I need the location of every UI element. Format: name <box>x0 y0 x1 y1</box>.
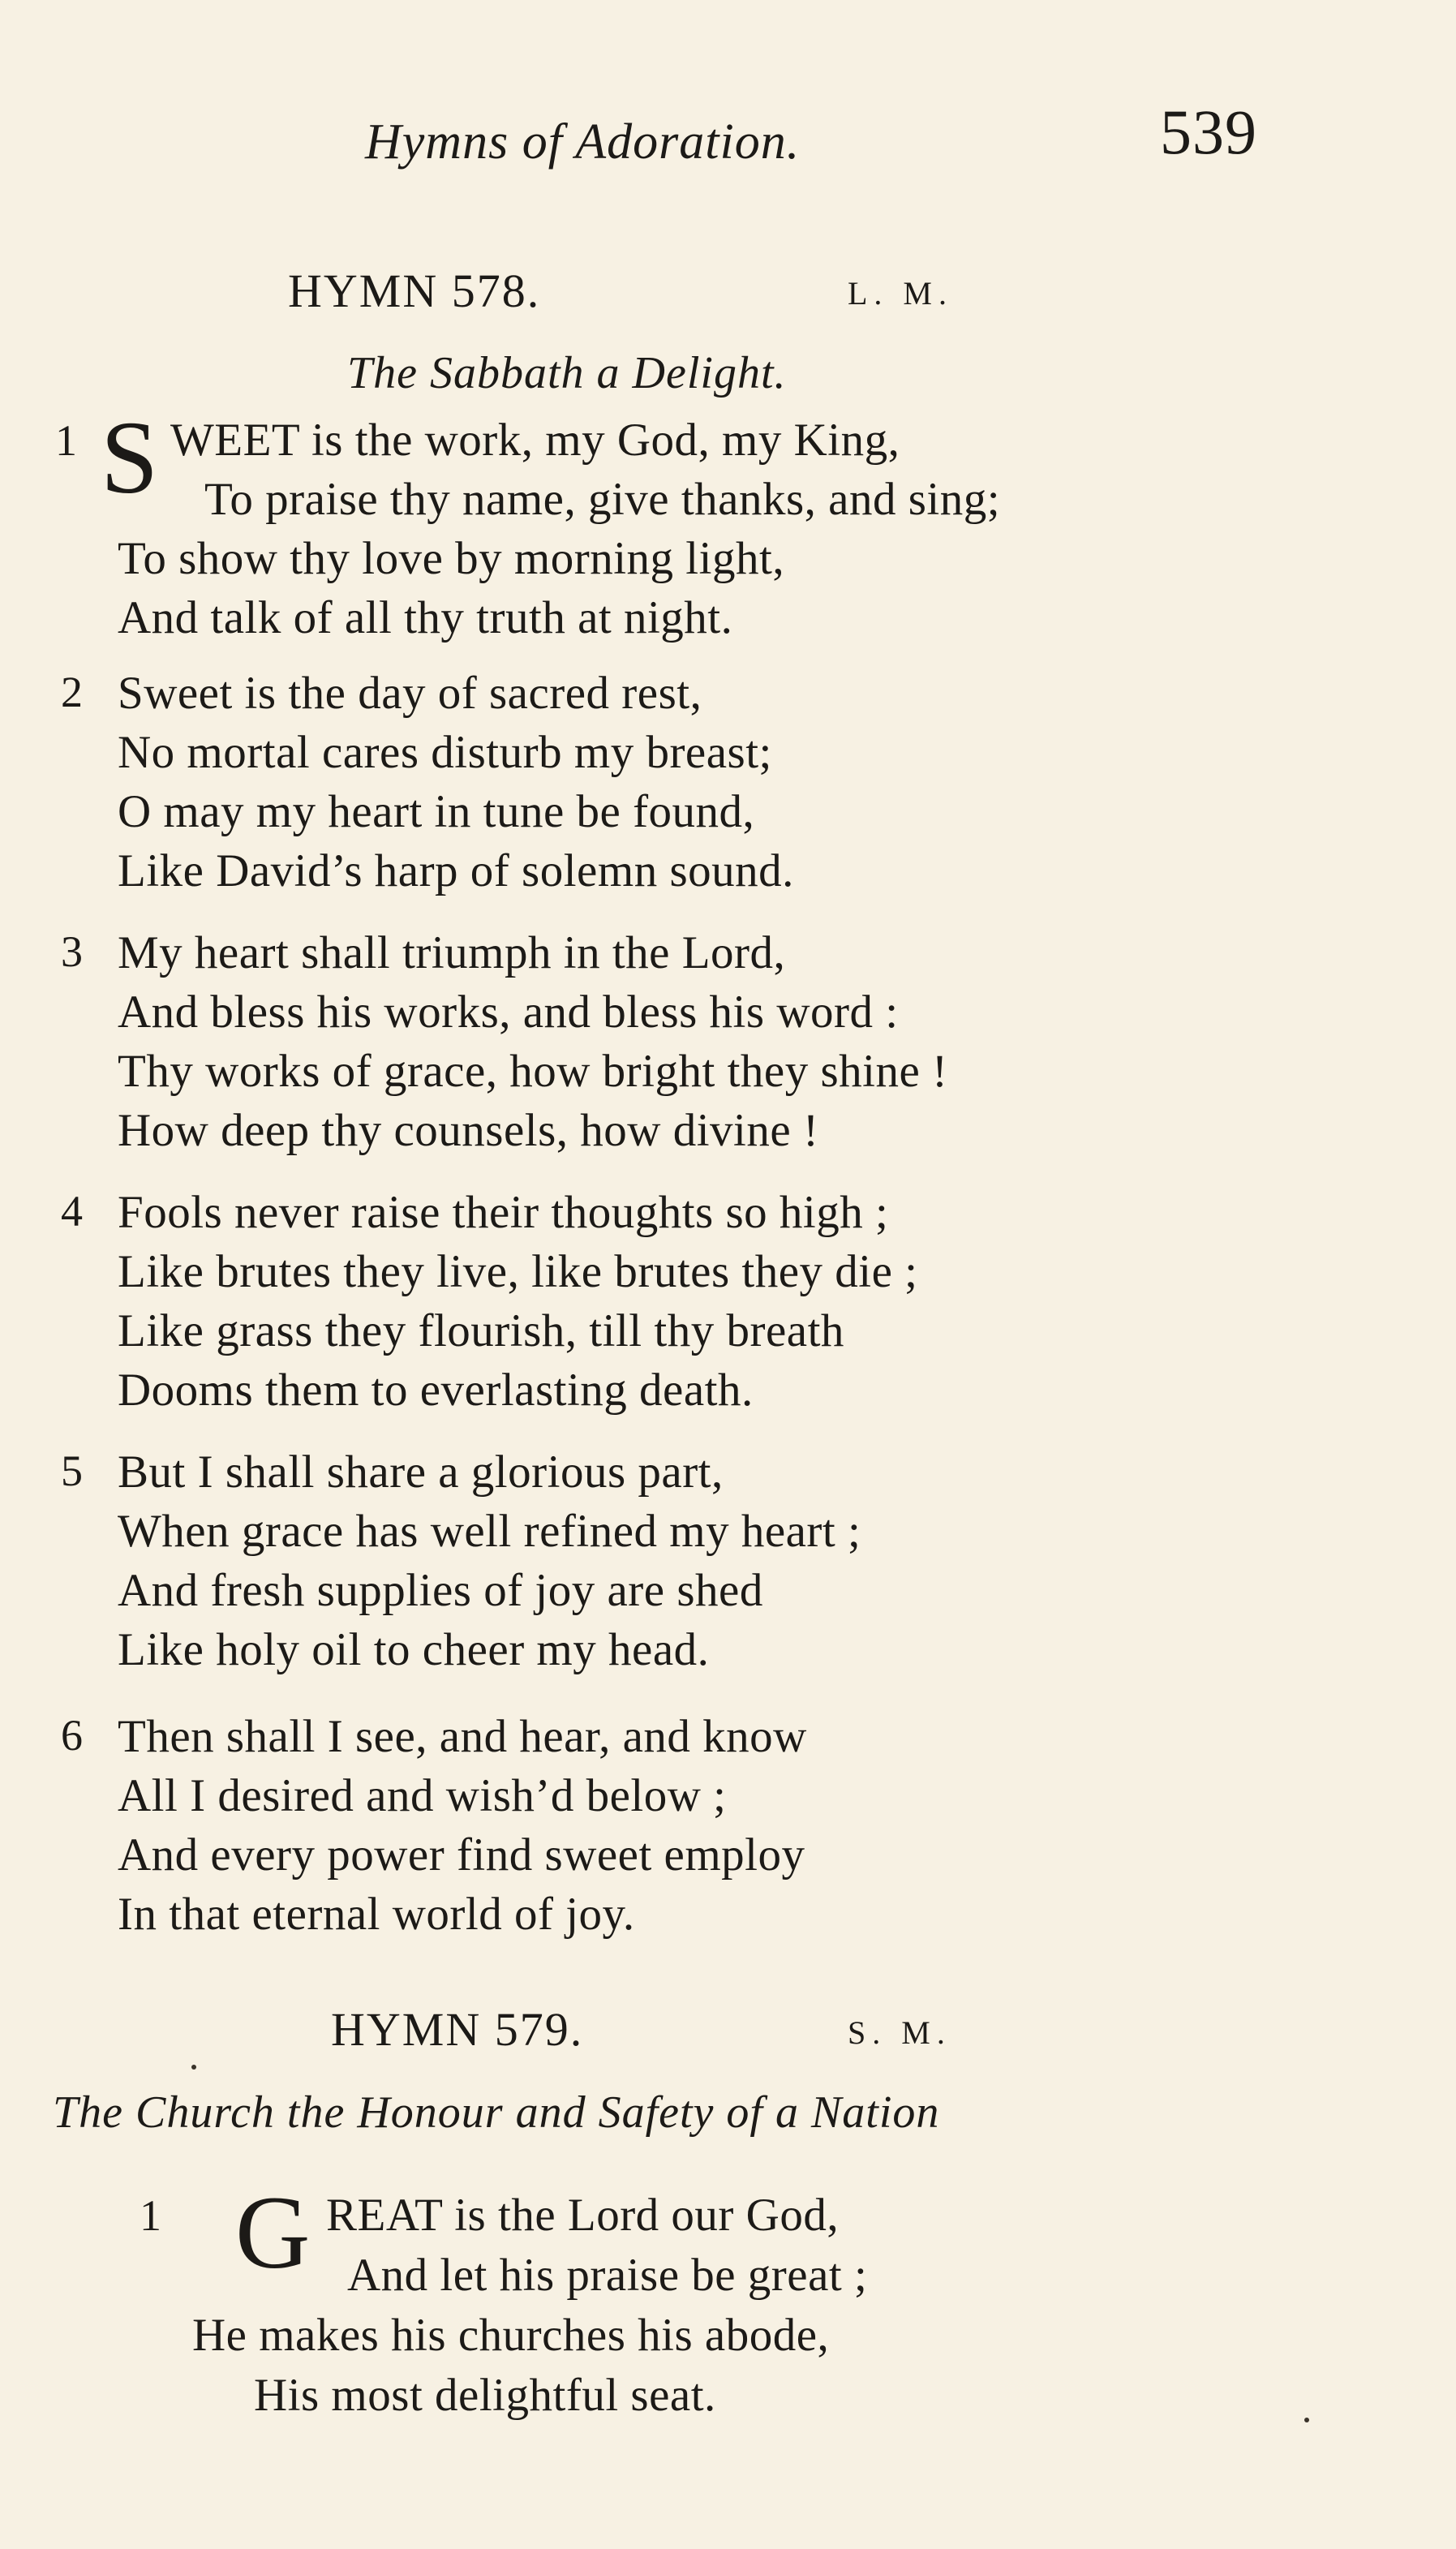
hymn-meter: S. M. <box>848 2014 951 2051</box>
hymn-heading: HYMN 579. <box>331 2003 584 2056</box>
verse-line: But I shall share a glorious part, <box>118 1446 724 1498</box>
drop-cap: S <box>101 400 159 515</box>
hymn-meter: L. M. <box>848 275 953 312</box>
verse-line: To praise thy name, give thanks, and sing; <box>204 474 1001 525</box>
verse-line: Like holy oil to cheer my head. <box>118 1624 710 1675</box>
verse-line: He makes his churches his abode, <box>192 2310 830 2361</box>
stanza-number: 2 <box>61 668 83 716</box>
verse-line: And every power find sweet employ <box>118 1829 805 1881</box>
hymn-heading: HYMN 578. <box>288 264 541 317</box>
running-title: Hymns of Adoration. <box>365 114 801 170</box>
stanza-number: 4 <box>61 1187 83 1236</box>
verse-line: Then shall I see, and hear, and know <box>118 1711 807 1762</box>
verse-line: Sweet is the day of sacred rest, <box>118 668 702 719</box>
verse-line: Like David’s harp of solemn sound. <box>118 845 794 896</box>
verse-line: His most delightful seat. <box>254 2370 716 2421</box>
verse-line: O may my heart in tune be found, <box>118 786 755 837</box>
stanza-number: 5 <box>61 1446 83 1495</box>
verse-line: In that eternal world of joy. <box>118 1889 635 1940</box>
verse-line: Like grass they flourish, till thy breath <box>118 1305 844 1356</box>
stanza-number: 6 <box>61 1711 83 1760</box>
verse-line: And let his praise be great ; <box>347 2250 868 2301</box>
verse-line: To show thy love by morning light, <box>118 533 785 584</box>
verse-line: Fools never raise their thoughts so high ; <box>118 1187 889 1238</box>
verse-line: When grace has well refined my heart ; <box>118 1506 861 1557</box>
verse-line: And fresh supplies of joy are shed <box>118 1565 763 1616</box>
verse-line: Dooms them to everlasting death. <box>118 1365 754 1416</box>
verse-line: Thy works of grace, how bright they shine ! <box>118 1046 948 1097</box>
verse-line: No mortal cares disturb my breast; <box>118 727 772 778</box>
verse-line: All I desired and wish’d below ; <box>118 1770 727 1821</box>
stanza-number: 1 <box>140 2191 161 2240</box>
verse-line: REAT is the Lord our God, <box>326 2190 840 2241</box>
hymn-title: The Church the Honour and Safety of a Nation <box>53 2087 940 2138</box>
stanza-number: 1 <box>55 416 77 465</box>
verse-line: And bless his works, and bless his word : <box>118 987 899 1038</box>
print-speck <box>191 2065 196 2070</box>
verse-line: My heart shall triumph in the Lord, <box>118 927 786 978</box>
stanza-number: 3 <box>61 927 83 976</box>
verse-line: And talk of all thy truth at night. <box>118 592 733 643</box>
verse-line: Like brutes they live, like brutes they die ; <box>118 1246 918 1297</box>
verse-line: How deep thy counsels, how divine ! <box>118 1105 819 1156</box>
page-number: 539 <box>1160 97 1257 167</box>
verse-line: WEET is the work, my God, my King, <box>170 415 900 466</box>
drop-cap: G <box>235 2175 311 2290</box>
hymn-title: The Sabbath a Delight. <box>347 348 787 398</box>
print-speck <box>1304 2418 1309 2422</box>
